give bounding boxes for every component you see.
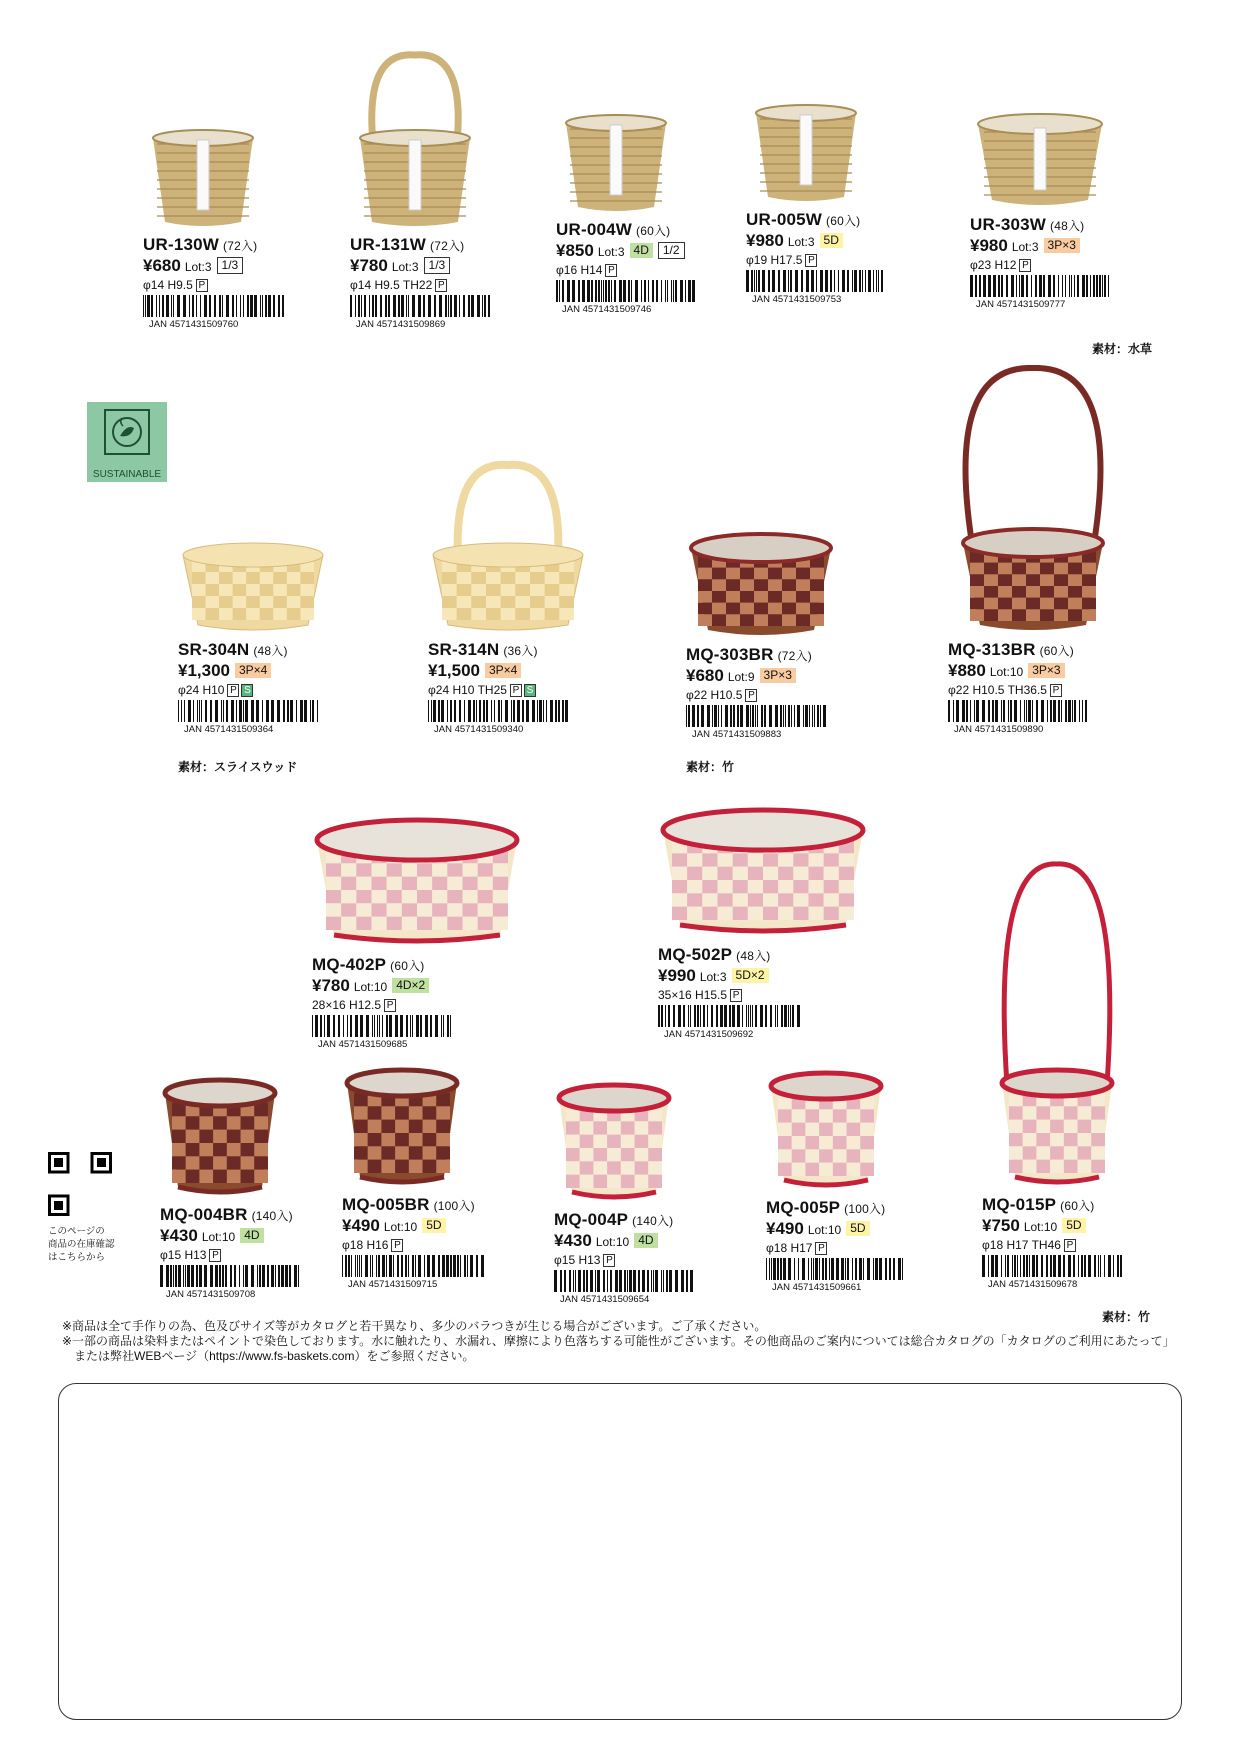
packing-tag: 3P×3 xyxy=(1028,663,1064,678)
basket-photo xyxy=(342,1065,532,1195)
product-card xyxy=(428,460,618,735)
price: ¥990 xyxy=(658,966,696,985)
basket-photo xyxy=(312,815,502,955)
price: ¥780 xyxy=(312,976,350,995)
qr-caption xyxy=(48,1225,115,1264)
basket-photo xyxy=(658,805,848,945)
packing-tag: 3P×3 xyxy=(1044,238,1080,253)
p-mark: P xyxy=(815,1242,827,1255)
dimensions-text: 28×16 H12.5 xyxy=(312,998,382,1012)
jan-code: JAN 4571431509685 xyxy=(318,1039,408,1050)
basket-photo xyxy=(143,120,333,235)
barcode xyxy=(178,700,320,722)
lot: Lot:10 xyxy=(1023,1220,1058,1234)
price: ¥680 xyxy=(143,256,181,275)
packing-tag: 5D xyxy=(820,233,843,248)
case-quantity: (48入) xyxy=(253,644,288,658)
basket-photo xyxy=(970,110,1160,215)
p-mark: P xyxy=(605,264,617,277)
dimensions xyxy=(686,688,876,702)
case-quantity: (100入) xyxy=(844,1202,886,1216)
product-card xyxy=(342,1065,532,1290)
packing-tag: 4D xyxy=(634,1233,657,1248)
basket-photo xyxy=(428,460,618,640)
product-code xyxy=(686,645,876,665)
dimensions-text: φ22 H10.5 TH36.5 xyxy=(948,683,1047,697)
jan-code: JAN 4571431509890 xyxy=(954,724,1044,735)
p-mark: P xyxy=(510,684,522,697)
dimensions xyxy=(428,683,618,697)
barcode xyxy=(350,295,492,317)
p-mark: P xyxy=(1050,684,1062,697)
product-card xyxy=(746,95,936,305)
footnote: ※商品は全て手作りの為、色及びサイズ等がカタログと若干異なり、多少のバラつきが生じる場合がございます。ご了承ください。 xyxy=(62,1319,767,1333)
basket-photo xyxy=(554,1080,744,1210)
material-label: 素材：竹 xyxy=(686,760,735,774)
packing-tag: 3P×4 xyxy=(235,663,271,678)
lot: Lot:10 xyxy=(989,665,1024,679)
basket-photo xyxy=(746,95,936,210)
jan-code: JAN 4571431509715 xyxy=(348,1279,438,1290)
product-code xyxy=(143,235,333,255)
lot: Lot:9 xyxy=(727,670,755,684)
dimensions-text: φ16 H14 xyxy=(556,263,603,277)
case-quantity: (60入) xyxy=(390,959,425,973)
product-code-text: MQ-402P xyxy=(312,955,387,974)
product-card xyxy=(554,1080,744,1305)
jan-code: JAN 4571431509777 xyxy=(976,299,1066,310)
barcode xyxy=(428,700,570,722)
dimensions xyxy=(658,988,848,1002)
jan-code: JAN 4571431509708 xyxy=(166,1289,256,1300)
p-mark: P xyxy=(1019,259,1031,272)
price-line xyxy=(342,1216,532,1236)
lot: Lot:3 xyxy=(787,235,815,249)
jan-code: JAN 4571431509364 xyxy=(184,724,274,735)
case-quantity: (140入) xyxy=(632,1214,674,1228)
lot: Lot:10 xyxy=(595,1235,630,1249)
dimensions xyxy=(556,263,746,277)
price-line xyxy=(178,661,368,681)
case-quantity: (72入) xyxy=(223,239,258,253)
s-mark: S xyxy=(524,684,536,697)
dimensions-text: φ24 H10 xyxy=(178,683,225,697)
packing-tag: 3P×4 xyxy=(485,663,521,678)
case-quantity: (60入) xyxy=(636,224,671,238)
barcode xyxy=(312,1015,454,1037)
product-code xyxy=(658,945,848,965)
product-card xyxy=(658,805,848,1040)
product-card xyxy=(312,815,502,1050)
product-code xyxy=(746,210,936,230)
price: ¥490 xyxy=(766,1219,804,1238)
material-label: 素材：水草 xyxy=(1092,342,1153,356)
case-quantity: (72入) xyxy=(777,649,812,663)
packing-tag: 5D xyxy=(422,1218,445,1233)
product-card xyxy=(350,50,540,330)
product-code xyxy=(160,1205,350,1225)
dimensions xyxy=(982,1238,1172,1252)
packing-tag: 4D×2 xyxy=(392,978,429,993)
stock-check-qr-code[interactable] xyxy=(48,1152,112,1221)
case-quantity: (48入) xyxy=(736,949,771,963)
product-code-text: UR-004W xyxy=(556,220,633,239)
footnote: ※一部の商品は染料またはペイントで染色しております。水に触れたり、水漏れ、摩擦により色落ちする可能性がございます。その他商品のご案内については総合カタログの「カタログのご利用にあたって」 xyxy=(62,1334,1175,1348)
price: ¥750 xyxy=(982,1216,1020,1235)
dimensions-text: φ14 H9.5 xyxy=(143,278,193,292)
product-code-text: MQ-015P xyxy=(982,1195,1057,1214)
qr-caption-line: このページの xyxy=(48,1226,105,1237)
packing-tag: 1/3 xyxy=(217,257,244,274)
memo-box xyxy=(58,1383,1182,1720)
basket-photo xyxy=(350,50,540,235)
material-label: 素材：竹 xyxy=(1102,1310,1151,1324)
basket-photo xyxy=(766,1068,956,1198)
product-code xyxy=(970,215,1160,235)
product-code-text: MQ-004P xyxy=(554,1210,629,1229)
product-card xyxy=(686,530,876,740)
dimensions-text: 35×16 H15.5 xyxy=(658,988,728,1002)
packing-tag: 3P×3 xyxy=(760,668,796,683)
product-code-text: MQ-502P xyxy=(658,945,733,964)
basket-photo xyxy=(556,105,746,220)
product-code-text: SR-304N xyxy=(178,640,250,659)
product-code xyxy=(428,640,618,660)
product-code xyxy=(556,220,746,240)
price: ¥1,300 xyxy=(178,661,230,680)
barcode xyxy=(686,705,828,727)
basket-photo xyxy=(686,530,876,645)
lot: Lot:10 xyxy=(353,980,388,994)
barcode xyxy=(160,1265,302,1287)
lot: Lot:3 xyxy=(699,970,727,984)
dimensions-text: φ15 H13 xyxy=(160,1248,207,1262)
case-quantity: (60入) xyxy=(1039,644,1074,658)
price-line xyxy=(982,1216,1172,1236)
product-code-text: MQ-005P xyxy=(766,1198,841,1217)
price-line xyxy=(428,661,618,681)
lot: Lot:3 xyxy=(391,260,419,274)
dimensions xyxy=(970,258,1160,272)
product-code xyxy=(554,1210,744,1230)
dimensions-text: φ18 H17 xyxy=(766,1241,813,1255)
product-card xyxy=(160,1075,350,1300)
jan-code: JAN 4571431509692 xyxy=(664,1029,754,1040)
case-quantity: (48入) xyxy=(1050,219,1085,233)
leaf-recycle-icon xyxy=(87,402,167,464)
product-code-text: MQ-005BR xyxy=(342,1195,430,1214)
product-code xyxy=(312,955,502,975)
p-mark: P xyxy=(730,989,742,1002)
price-line xyxy=(970,236,1160,256)
dimensions xyxy=(143,278,333,292)
dimensions xyxy=(746,253,936,267)
barcode xyxy=(342,1255,484,1277)
price: ¥1,500 xyxy=(428,661,480,680)
product-code-text: UR-130W xyxy=(143,235,220,254)
price-line xyxy=(658,966,848,986)
dimensions xyxy=(342,1238,532,1252)
p-mark: P xyxy=(805,254,817,267)
price-line xyxy=(746,231,936,251)
lot: Lot:3 xyxy=(597,245,625,259)
product-code-text: MQ-303BR xyxy=(686,645,774,664)
product-code-text: MQ-004BR xyxy=(160,1205,248,1224)
packing-tag: 4D xyxy=(630,243,653,258)
jan-code: JAN 4571431509661 xyxy=(772,1282,862,1293)
sustainable-label: SUSTAINABLE xyxy=(92,469,162,480)
product-code xyxy=(342,1195,532,1215)
barcode xyxy=(556,280,698,302)
price-line xyxy=(948,661,1138,681)
p-mark: P xyxy=(391,1239,403,1252)
basket-photo xyxy=(982,860,1172,1195)
product-card xyxy=(178,540,368,735)
p-mark: P xyxy=(435,279,447,292)
p-mark: P xyxy=(196,279,208,292)
footnote: または弊社WEBページ（https://www.fs-baskets.com）をご参照ください。 xyxy=(62,1349,475,1363)
price-line xyxy=(554,1231,744,1251)
case-quantity: (60入) xyxy=(1060,1199,1095,1213)
price: ¥850 xyxy=(556,241,594,260)
dimensions-text: φ23 H12 xyxy=(970,258,1017,272)
price-line xyxy=(766,1219,956,1239)
lot: Lot:3 xyxy=(1011,240,1039,254)
jan-code: JAN 4571431509746 xyxy=(562,304,652,315)
product-card xyxy=(766,1068,956,1293)
p-mark: P xyxy=(209,1249,221,1262)
case-quantity: (100入) xyxy=(433,1199,475,1213)
jan-code: JAN 4571431509678 xyxy=(988,1279,1078,1290)
case-quantity: (60入) xyxy=(826,214,861,228)
dimensions xyxy=(312,998,502,1012)
basket-photo xyxy=(160,1075,350,1205)
jan-code: JAN 4571431509654 xyxy=(560,1294,650,1305)
lot: Lot:3 xyxy=(184,260,212,274)
product-code-text: MQ-313BR xyxy=(948,640,1036,659)
p-mark: P xyxy=(384,999,396,1012)
p-mark: P xyxy=(745,689,757,702)
barcode xyxy=(982,1255,1124,1277)
packing-tag: 5D xyxy=(1062,1218,1085,1233)
packing-tag: 4D xyxy=(240,1228,263,1243)
dimensions-text: φ19 H17.5 xyxy=(746,253,803,267)
packing-tag: 1/3 xyxy=(424,257,451,274)
product-code xyxy=(948,640,1138,660)
barcode xyxy=(970,275,1112,297)
jan-code: JAN 4571431509869 xyxy=(356,319,446,330)
lot: Lot:10 xyxy=(807,1223,842,1237)
p-mark: P xyxy=(1064,1239,1076,1252)
product-code xyxy=(178,640,368,660)
dimensions-text: φ24 H10 TH25 xyxy=(428,683,507,697)
jan-code: JAN 4571431509883 xyxy=(692,729,782,740)
product-code xyxy=(350,235,540,255)
packing-tag: 1/2 xyxy=(658,242,685,259)
price-line xyxy=(312,976,502,996)
product-code-text: UR-005W xyxy=(746,210,823,229)
price: ¥680 xyxy=(686,666,724,685)
dimensions xyxy=(766,1241,956,1255)
basket-photo xyxy=(948,365,1138,640)
dimensions xyxy=(160,1248,350,1262)
jan-code: JAN 4571431509340 xyxy=(434,724,524,735)
case-quantity: (72入) xyxy=(430,239,465,253)
price: ¥430 xyxy=(554,1231,592,1250)
barcode xyxy=(746,270,888,292)
sustainable-badge xyxy=(87,402,167,482)
footnotes xyxy=(62,1319,1175,1364)
price-line xyxy=(556,241,746,261)
price: ¥780 xyxy=(350,256,388,275)
s-mark: S xyxy=(241,684,253,697)
case-quantity: (140入) xyxy=(251,1209,293,1223)
price-line xyxy=(350,256,540,276)
price: ¥980 xyxy=(746,231,784,250)
dimensions xyxy=(350,278,540,292)
price: ¥980 xyxy=(970,236,1008,255)
packing-tag: 5D×2 xyxy=(732,968,769,983)
dimensions xyxy=(554,1253,744,1267)
basket-photo xyxy=(178,540,368,640)
p-mark: P xyxy=(227,684,239,697)
dimensions-text: φ22 H10.5 xyxy=(686,688,743,702)
price: ¥430 xyxy=(160,1226,198,1245)
price-line xyxy=(160,1226,350,1246)
product-code-text: SR-314N xyxy=(428,640,500,659)
dimensions-text: φ14 H9.5 TH22 xyxy=(350,278,433,292)
material-label: 素材：スライスウッド xyxy=(178,760,298,774)
barcode xyxy=(766,1258,908,1280)
barcode xyxy=(658,1005,800,1027)
price: ¥490 xyxy=(342,1216,380,1235)
product-card xyxy=(143,120,333,330)
lot: Lot:10 xyxy=(201,1230,236,1244)
jan-code: JAN 4571431509760 xyxy=(149,319,239,330)
qr-caption-line: はこちらから xyxy=(48,1252,106,1263)
barcode xyxy=(143,295,285,317)
product-card xyxy=(970,110,1160,310)
product-code-text: UR-131W xyxy=(350,235,427,254)
product-code-text: UR-303W xyxy=(970,215,1047,234)
qr-caption-line: 商品の在庫確認 xyxy=(48,1239,115,1250)
dimensions-text: φ18 H16 xyxy=(342,1238,389,1252)
product-card xyxy=(982,860,1172,1290)
jan-code: JAN 4571431509753 xyxy=(752,294,842,305)
case-quantity: (36入) xyxy=(503,644,538,658)
dimensions xyxy=(178,683,368,697)
lot: Lot:10 xyxy=(383,1220,418,1234)
barcode xyxy=(948,700,1090,722)
dimensions-text: φ18 H17 TH46 xyxy=(982,1238,1061,1252)
packing-tag: 5D xyxy=(846,1221,869,1236)
price-line xyxy=(143,256,333,276)
product-code xyxy=(766,1198,956,1218)
dimensions-text: φ15 H13 xyxy=(554,1253,601,1267)
product-card xyxy=(948,365,1138,735)
price-line xyxy=(686,666,876,686)
price: ¥880 xyxy=(948,661,986,680)
dimensions xyxy=(948,683,1138,697)
barcode xyxy=(554,1270,696,1292)
product-code xyxy=(982,1195,1172,1215)
p-mark: P xyxy=(603,1254,615,1267)
product-card xyxy=(556,105,746,315)
